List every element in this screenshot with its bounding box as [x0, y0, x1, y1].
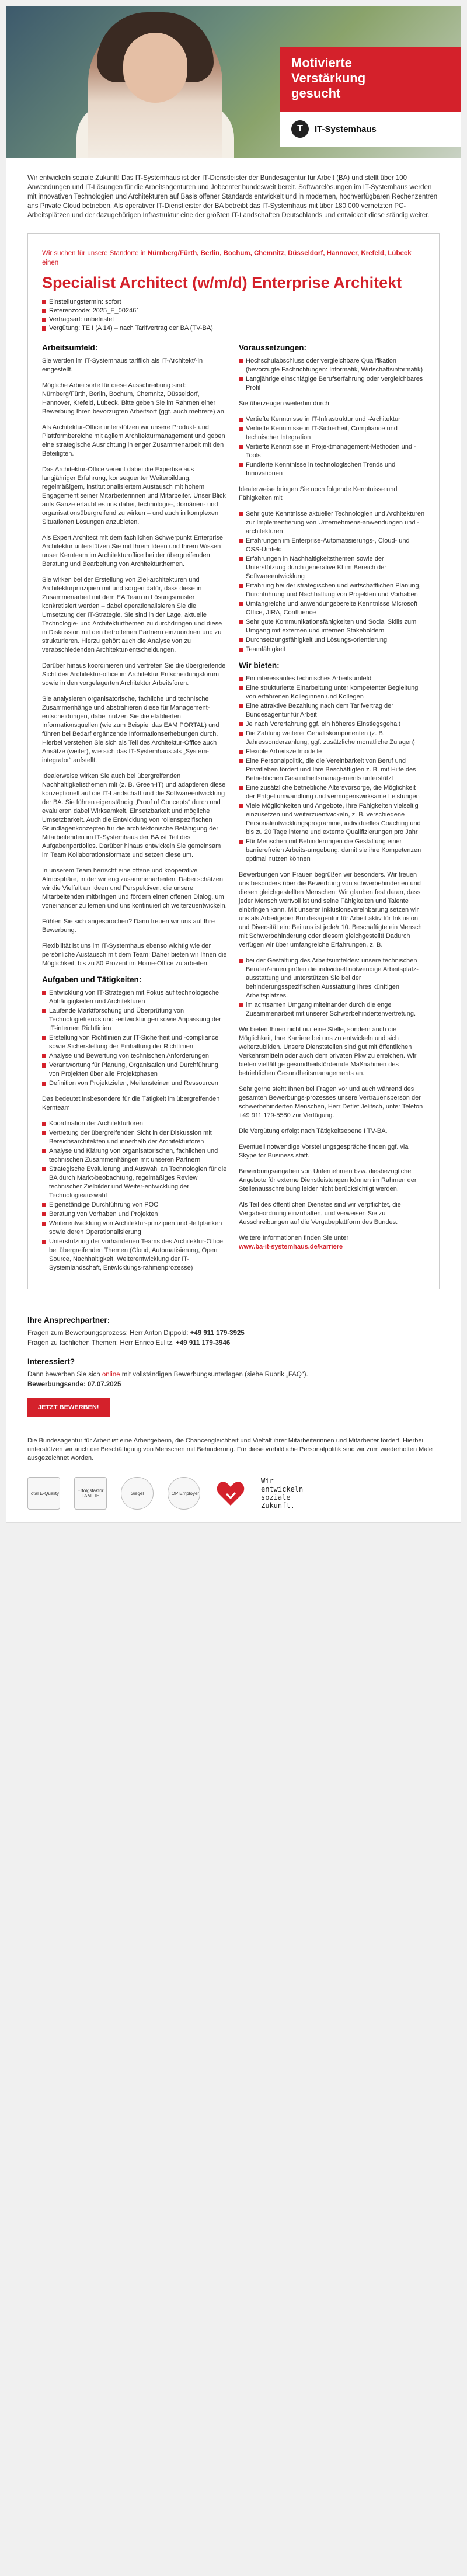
- job-meta-list: [42, 298, 425, 333]
- requirements-list-2: [239, 415, 425, 478]
- list-item: Umfangreiche und anwendungsbereite Kenntnisse Microsoft Office, JIRA, Confluence: [239, 600, 425, 617]
- deadline-label: Bewerbungsende:: [27, 1381, 88, 1388]
- contact-line: [27, 1329, 440, 1339]
- offer-heading: Wir bieten:: [239, 661, 280, 670]
- tasks-list-2: [42, 1120, 228, 1273]
- paragraph: Fühlen Sie sich angesprochen? Dann freuen wir uns auf Ihre Bewerbung.: [42, 918, 215, 934]
- list-item: Die Zahlung weiterer Gehaltskomponenten (z. B. Jahressonderzahlung, ggf. zusätzliche monatliche Zulagen): [239, 729, 425, 747]
- contact-line: [27, 1339, 440, 1348]
- list-item: Verantwortung für Planung, Organisation und Durchführung von Projekten über alle Projektphasen: [42, 1061, 228, 1079]
- paragraph: [239, 1234, 425, 1252]
- interest-text-a: Dann bewerben Sie sich: [27, 1371, 102, 1378]
- career-link[interactable]: www.ba-it-systemhaus.de/karriere: [239, 1243, 343, 1250]
- certificate-badges: [6, 1473, 461, 1522]
- slogan-line: Zukunft.: [261, 1501, 295, 1510]
- list-item: Erfahrung bei der strategischen und wirtschaftlichen Planung, Durchführung und Nachhaltung von Projekten und Vorhaben: [239, 582, 425, 599]
- list-item: Laufende Marktforschung und Überprüfung von Technologietrends und -entwicklungen sowie Anpassung der IT-internen Richtlinien: [42, 1007, 228, 1033]
- location-prefix: Wir suchen für unsere Standorte in: [42, 250, 148, 257]
- list-item: Vertiefte Kenntnisse in Projektmanagement-Methoden und -Tools: [239, 443, 425, 460]
- slogan-line: soziale: [261, 1493, 291, 1501]
- promo-line3: gesucht: [291, 86, 341, 100]
- deadline-date: 07.07.2025: [87, 1381, 121, 1388]
- list-item: Vertretung der übergreifenden Sicht in der Diskussion mit Bereichsarchitekten und innerhalb der Architekturforen: [42, 1129, 228, 1146]
- list-item: Teamfähigkeit: [239, 645, 425, 654]
- paragraph: Sie analysieren organisatorische, fachliche und technische Zusammenhänge und abstrahieren diese für Management-entscheidungen, dabei nutzen Sie die etablierten Informationsquellen (wie zum Beispiel das EAM PORTAL) und führen bei Bedarf ergänzende Informationserhebungen durch. Hierbei verstehen Sie sich als Teil des Architektur-Office auch Ansätze (weiter), wie sich das IT-Systemhaus als „System-integrator“ aufstellt.: [42, 696, 219, 764]
- paragraph: Darüber hinaus koordinieren und vertreten Sie die übergreifende Sicht des Architektur-office im Architektur Entscheidungsforum sowie in den vorgelagerten Architektur Arbeitsforen.: [42, 662, 226, 687]
- list-item: Strategische Evaluierung und Auswahl an Technologien für die BA durch Markt-beobachtung, regelmäßiges Review technischer Zielbilder und Weiter-entwicklung der Technologieauswahl: [42, 1165, 228, 1200]
- apply-button[interactable]: JETZT BEWERBEN!: [27, 1398, 110, 1417]
- list-item: Entwicklung von IT-Strategien mit Fokus auf technologische Abhängigkeiten und Architekturen: [42, 989, 228, 1006]
- location-suffix: einen: [42, 259, 59, 266]
- intro-text: Wir entwickeln soziale Zukunft! Das IT-Systemhaus ist der IT-Dienstleister der Bundesagentur für Arbeit (BA) und stellt über 100 Anwendungen und IT-Lösungen für die Arbeitsagenturen und Jobcenter bundesweit bereit. Softwarelösungen im IT-Systemhaus werden mit innovativen Technologien und Architekturen auf Basis offener Standards entwickelt und in modernen, hochverfügbaren Rechenzentren ans Private Cloud betrieben. Als operativer IT-Dienstleister der BA betreibt das IT-Systemhaus mit über 180.000 vernetzten PC-Arbeitsplätzen und der dazugehörigen Infrastruktur eine der größten IT-Landschaften Deutschlands und entwickelt diese ständig weiter.: [27, 175, 438, 219]
- list-item: Analyse und Bewertung von technischen Anforderungen: [42, 1052, 228, 1061]
- hero-banner: [6, 6, 461, 158]
- promo-line2: Verstärkung: [291, 71, 366, 85]
- paragraph: Die Vergütung erfolgt nach Tätigkeitsebene I TV-BA.: [239, 1128, 388, 1135]
- list-item: Viele Möglichkeiten und Angebote, Ihre Fähigkeiten vielseitig einzusetzen und weiterzuentwickeln, z. B. verschiedene Personalentwicklungsprogramme, individuelles Coaching und bis zu 20 Tage interne und externe Qualifizierungen pro Jahr: [239, 802, 425, 837]
- inclusion-list: [239, 957, 425, 1018]
- list-item: Sehr gute Kommunikationsfähigkeiten und Social Skills zum Umgang mit externen und internen Stakeholdern: [239, 618, 425, 635]
- list-item: Für Menschen mit Behinderungen die Gestaltung einer barrierefreien Arbeits-umgebung, damit sie ihre Kompetenzen optimal nutzen können: [239, 837, 425, 864]
- paragraph: Bewerbungsangaben von Unternehmen bzw. diesbezügliche Angebote für externe Dienstleistungen können im Rahmen der Stellenausschreibung leider nicht berücksichtigt werden.: [239, 1168, 417, 1193]
- list-item: Hochschulabschluss oder vergleichbare Qualifikation (bevorzugte Fachrichtungen: Informatik, Wirtschaftsinformatik): [239, 357, 425, 374]
- meta-item: Referenzcode: 2025_E_002461: [42, 307, 425, 315]
- deadline-line: [27, 1380, 440, 1390]
- contact-label: Fragen zu fachlichen Themen: Herr Enrico Eulitz,: [27, 1340, 176, 1347]
- contact-phone[interactable]: +49 911 179-3946: [176, 1340, 231, 1347]
- tasks-list: [42, 989, 228, 1088]
- paragraph: Bewerbungen von Frauen begrüßen wir besonders. Wir freuen uns besonders über die Bewerbung von schwerbehinderten und diesen gleichgestellten Menschen: Wir glauben fest daran, dass jeder Mensch wertvoll ist und seine Fähigkeiten und Talente einbringen kann. Mit unserer Inklusionsvereinbarung setzen wir uns als Arbeitgeber Bundesagentur für Arbeit aktiv für Inklusion und Diversität ein: Bei uns ist jede/r 10. Beschäftigte ein Mensch mit Schwerbehinderung oder diesem gleichgestellt! Dadurch verfügen wir über umfangreiche Erfahrungen, z. B.: [239, 871, 422, 948]
- paragraph: Idealerweise wirken Sie auch bei übergreifenden Nachhaltigkeitsthemen mit (z. B. Green-IT) und adaptieren diese konzeptionell auf die IT-Landschaft und die Softwareentwicklung der BA. Sie führen eigenständig „Proof of Concepts“ durch und evaluieren dabei Wirksamkeit, Einsetzbarkeit und mögliche Umsetzbarkeit. Auch die Entwicklung von rollenspezifischen Grundlagenkonzepten für die architektonische Befähigung der Mitarbeitenden im IT-Systemhaus der BA ist Teil des Aufgabenportfolios. Darüber hinaus entwickeln Sie gemeinsam im Team Kollaborationsformate und setzen diese um.: [42, 773, 226, 858]
- paragraph: Eventuell notwendige Vorstellungsgespräche finden ggf. via Skype for Business statt.: [239, 1143, 409, 1159]
- location-cities: Nürnberg/Fürth, Berlin, Bochum, Chemnitz, Düsseldorf, Hannover, Krefeld, Lübeck: [147, 250, 412, 257]
- meta-item: Vertragsart: unbefristet: [42, 315, 425, 324]
- list-item: Weiterentwicklung von Architektur-prinzipien und -leitplanken sowie deren Operationalisierung: [42, 1219, 228, 1237]
- contact-phone[interactable]: +49 911 179-3925: [190, 1330, 245, 1337]
- list-item: Flexible Arbeitszeitmodelle: [239, 748, 425, 756]
- paragraph: Als Teil des öffentlichen Dienstes sind wir verpflichtet, die Vergabeordnung einzuhalten, und verweisen Sie zu Ausschreibungen auf die Vergabeplattform des Bundes.: [239, 1201, 401, 1226]
- slogan-line: Wir: [261, 1477, 274, 1485]
- brand-bar: [280, 112, 461, 147]
- paragraph: Als Architektur-Office unterstützen wir unsere Produkt- und Plattformbereiche mit agilem Architekturmanagement und geben eine strategische Ausrichtung in enger Zusammenarbeit mit den Beteiligten.: [42, 424, 225, 457]
- paragraph: Sie überzeugen weiterhin durch: [239, 400, 329, 407]
- total-equality-badge-icon: Total E-Quality: [27, 1477, 60, 1510]
- list-item: Analyse und Klärung von organisatorischen, fachlichen und technischen Zusammenhängen mit unseren Partnern: [42, 1147, 228, 1164]
- list-item: Definition von Projektzielen, Meilensteinen und Ressourcen: [42, 1079, 228, 1088]
- content-columns: [42, 343, 425, 1280]
- paragraph: Sie wirken bei der Erstellung von Ziel-architekturen und Architekturprinzipien mit und sorgen dafür, dass diese in Zusammenarbeit mit dem EA Team in Lösungsmuster konkretisiert werden – dabei operationalisieren Sie die Umsetzung der IT-Strategie. Sie sind in der Lage, aktuelle Technologie- und Architekturthemen zu durchdringen und diese in Diskussion mit den betroffenen Partnern einzuordnen und zu strukturieren. Hierzu gehört auch die Analyse von zu verabschiedenden Architektur-entscheidungen.: [42, 576, 222, 653]
- list-item: Erfahrungen im Enterprise-Automatisierungs-, Cloud- und OSS-Umfeld: [239, 537, 425, 554]
- promo-box: [280, 47, 461, 112]
- paragraph: Sehr gerne steht Ihnen bei Fragen vor und auch während des gesamten Bewerbungs-prozesses unsere Vertrauensperson der schwerbehinderten Menschen, Herr Detlef Jelitsch, unter Telefon +49 911 179-5580 zur Verfügung.: [239, 1086, 423, 1119]
- list-item: Eigenständige Durchführung von POC: [42, 1201, 228, 1209]
- paragraph: In unserem Team herrscht eine offene und kooperative Atmosphäre, in der wir eng zusammenarbeiten. Dabei schätzen wir die Vielfalt an Ideen und Perspektiven, die unsere Mitarbeitenden mitbringen und fördern einen offenen Dialog, um voneinander zu lernen und uns kontinuierlich weiterzuentwickeln.: [42, 867, 227, 909]
- brand-name: IT-Systemhaus: [315, 124, 377, 134]
- list-item: Erstellung von Richtlinien zur IT-Sicherheit und -compliance sowie Sicherstellung der Einhaltung der Richtlinien: [42, 1034, 228, 1051]
- list-item: Sehr gute Kenntnisse aktueller Technologien und Architekturen zur Implementierung von Unternehmens-anwendungen und -architekturen: [239, 510, 425, 536]
- meta-item: Einstellungstermin: sofort: [42, 298, 425, 307]
- list-item: Eine strukturierte Einarbeitung unter kompetenter Begleitung von erfahrenen Kolleginnen und Kollegen: [239, 684, 425, 701]
- contact-heading: Ihre Ansprechpartner:: [27, 1316, 110, 1324]
- hero-face: [123, 33, 187, 103]
- top-employer-badge-icon: TOP Employer: [168, 1477, 200, 1510]
- interest-text: [27, 1370, 440, 1380]
- online-link[interactable]: online: [102, 1371, 120, 1378]
- list-item: Eine Personalpolitik, die die Vereinbarkeit von Beruf und Privatleben fördert und Ihre Beschäftigten z. B. mit Hilfe des Betrieblichen Gesundheitsmanagements unterstützt: [239, 757, 425, 783]
- paragraph: Wir bieten Ihnen nicht nur eine Stelle, sondern auch die Möglichkeit, Ihre Karriere bei uns zu entwickeln und sich weiterzubilden. Unsere Dienststellen sind gut mit öffentlichen Verkehrsmitteln oder auch dem privaten Pkw zu erreichen. Wir bieten vielfältige gesundheitsfördernde Maßnahmen des betrieblichen Gesundheitsmanagements an.: [239, 1026, 417, 1077]
- promo-line1: Motivierte: [291, 55, 352, 70]
- list-item: Fundierte Kenntnisse in technologischen Trends und Innovationen: [239, 461, 425, 478]
- interest-heading: Interessiert?: [27, 1357, 75, 1366]
- diversity-heart-icon: [214, 1477, 247, 1510]
- offer-list: [239, 675, 425, 864]
- requirements-heading: Voraussetzungen:: [239, 343, 307, 352]
- paragraph: Als Expert Architect mit dem fachlichen Schwerpunkt Enterprise Architektur unterstützen Sie mit Ihrem Ideen und Ihrem Wissen unser Kernteam im Architekturoffice bei der übergreifenden Beratung und Bearbeitung von Architekturthemen.: [42, 534, 223, 568]
- list-item: Je nach Vorerfahrung ggf. ein höheres Einstiegsgehalt: [239, 720, 425, 729]
- list-item: Koordination der Architekturforen: [42, 1120, 228, 1128]
- job-card: [27, 233, 440, 1289]
- location-line: [42, 249, 425, 267]
- requirements-list: [239, 357, 425, 392]
- interest-text-b: mit vollständigen Bewerbungsunterlagen (siehe Rubrik „FAQ“).: [120, 1371, 308, 1378]
- paragraph: Idealerweise bringen Sie noch folgende Kenntnisse und Fähigkeiten mit: [239, 486, 398, 502]
- brand-logo-icon: T: [291, 120, 309, 138]
- list-item: Vertiefte Kenntnisse in IT-Infrastruktur und -Architektur: [239, 415, 425, 424]
- list-item: Eine attraktive Bezahlung nach dem Tarifvertrag der Bundesagentur für Arbeit: [239, 702, 425, 719]
- paragraph: Das bedeutet insbesondere für die Tätigkeit im übergreifenden Kernteam: [42, 1096, 220, 1111]
- list-item: Unterstützung der vorhandenen Teams des Architektur-Office bei übergreifenden Themen (Cloud, Automatisierung, Open Source, Nachhaltigkeit, Weiterentwicklung der IT-Systemlandschaft, Entwicklungs-rahmenprozesse): [42, 1237, 228, 1273]
- right-column: [239, 343, 425, 1280]
- tasks-heading: Aufgaben und Tätigkeiten:: [42, 975, 142, 984]
- contact-label: Fragen zum Bewerbungsprozess: Herr Anton Dippold:: [27, 1330, 190, 1337]
- slogan: [261, 1477, 303, 1510]
- more-info-text: Weitere Informationen finden Sie unter: [239, 1235, 349, 1242]
- job-posting-page: [6, 6, 461, 1523]
- footer-text: Die Bundesagentur für Arbeit ist eine Arbeitgeberin, die Chancengleichheit und Vielfalt ihrer Mitarbeiterinnen und Mitarbeiter fördert. Hierbei unterstützen wir auch die Beschäftigung von Menschen mit Behinderung. Für diese vorbildliche Personalpolitik sind wir zum wiederholten Male ausgezeichnet worden.: [27, 1437, 433, 1462]
- slogan-line: entwickeln: [261, 1485, 304, 1493]
- seal-badge-icon: Siegel: [121, 1477, 154, 1510]
- work-environment-heading: Arbeitsumfeld:: [42, 343, 98, 352]
- paragraph: Das Architektur-Office vereint dabei die Expertise aus langjähriger Erfahrung, konsequenter Weiterbildung, regelmäßigem, institutionalisiertem Austausch mit hohem Engagement seiner Mitarbeiterinnen und Mitarbeiter. Unser Blick aufs Ganze erlaubt es uns dabei, technologie-, domänen- und organisationsübergreifend zu wirken – und auch in komplexen Situationen Lösungen anzubieten.: [42, 466, 226, 526]
- list-item: bei der Gestaltung des Arbeitsumfeldes: unsere technischen Berater/-innen prüfen die individuell notwendige Arbeitsplatz-ausstattung und unterstützen Sie bei der behinderungsspezifischen Ausstattung Ihres künftigen Arbeitsplatzes.: [239, 957, 425, 1000]
- requirements-list-3: [239, 510, 425, 654]
- paragraph: Sie werden im IT-Systemhaus tariflich als IT-Architekt/-in eingestellt.: [42, 357, 203, 373]
- meta-item: Vergütung: TE I (A 14) – nach Tarifvertrag der BA (TV-BA): [42, 324, 425, 333]
- list-item: Eine zusätzliche betriebliche Altersvorsorge, die Möglichkeit der Entgeltumwandlung und vermögenswirksame Leistungen: [239, 784, 425, 801]
- paragraph: Mögliche Arbeitsorte für diese Ausschreibung sind: Nürnberg/Fürth, Berlin, Bochum, Chemnitz, Düsseldorf, Hannover, Krefeld, Lübeck. Bitte geben Sie im Rahmen einer Bewerbung Ihren bevorzugten Arbeitsort (ggf. auch mehrere) an.: [42, 382, 226, 415]
- list-item: im achtsamen Umgang miteinander durch die enge Zusammenarbeit mit unserer Schwerbehindertenvertretung.: [239, 1001, 425, 1018]
- list-item: Langjährige einschlägige Berufserfahrung oder vergleichbares Profil: [239, 375, 425, 392]
- list-item: Beratung von Vorhaben und Projekten: [42, 1210, 228, 1219]
- paragraph: Flexibilität ist uns im IT-Systemhaus ebenso wichtig wie der persönliche Austausch mit dem Team: Daher bieten wir Ihnen die Möglichkeit, bis zu 80 Prozent im Home-Office zu arbeiten.: [42, 943, 227, 967]
- list-item: Ein interessantes technisches Arbeitsumfeld: [239, 675, 425, 683]
- list-item: Erfahrungen in Nachhaltigkeitsthemen sowie der Unterstützung durch generative KI im Bereich der Softwareentwicklung: [239, 555, 425, 581]
- job-title: Specialist Architect (w/m/d) Enterprise Architekt: [42, 274, 402, 291]
- list-item: Vertiefte Kenntnisse in IT-Sicherheit, Compliance und technischer Integration: [239, 425, 425, 442]
- family-badge-icon: Erfolgsfaktor FAMILIE: [74, 1477, 107, 1510]
- left-column: [42, 343, 228, 1280]
- contact-section: [6, 1301, 461, 1437]
- list-item: Durchsetzungsfähigkeit und Lösungs-orientierung: [239, 636, 425, 645]
